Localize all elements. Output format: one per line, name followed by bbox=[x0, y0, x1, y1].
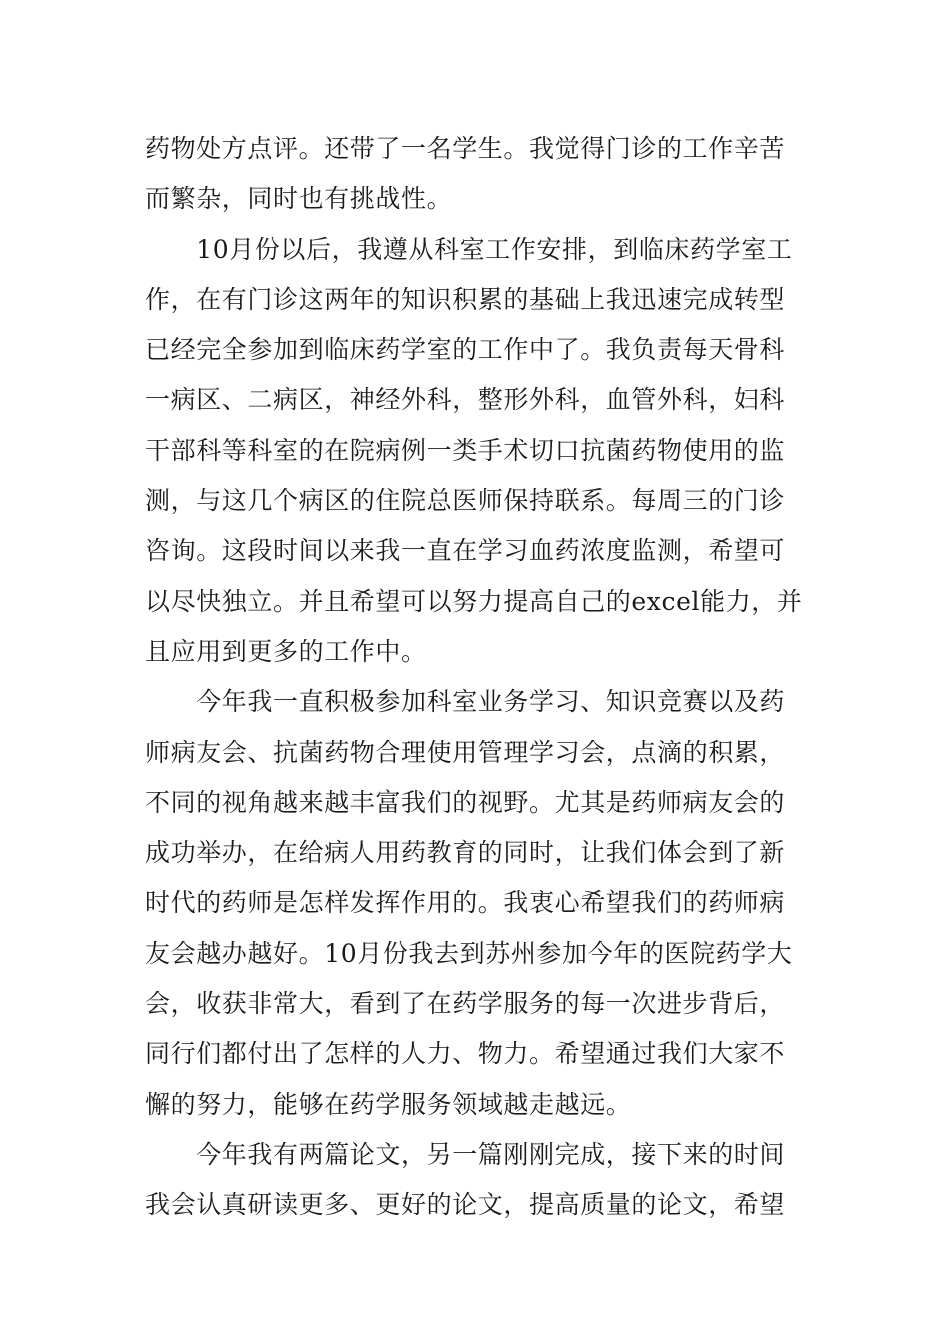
text-line: 我会认真研读更多、更好的论文，提高质量的论文，希望 bbox=[145, 1190, 786, 1220]
document-body bbox=[145, 124, 815, 1231]
text-line: 会，收获非常大，看到了在药学服务的每一次进步背后， bbox=[145, 989, 786, 1019]
text-line: 药物处方点评。还带了一名学生。我觉得门诊的工作辛苦 bbox=[145, 134, 786, 163]
text-line: 成功举办，在给病人用药教育的同时，让我们体会到了新 bbox=[145, 838, 786, 868]
text-line: 友会越办越好。10月份我去到苏州参加今年的医院药学大 bbox=[145, 938, 793, 968]
text-line: 咨询。这段时间以来我一直在学习血药浓度监测，希望可 bbox=[145, 536, 786, 566]
text-line: 今年我有两篇论文，另一篇刚刚完成，接下来的时间 bbox=[145, 1139, 786, 1169]
text-line: 时代的药师是怎样发挥作用的。我衷心希望我们的药师病 bbox=[145, 888, 786, 918]
text-line: 今年我一直积极参加科室业务学习、知识竞赛以及药 bbox=[145, 687, 786, 717]
text-line: 师病友会、抗菌药物合理使用管理学习会，点滴的积累， bbox=[145, 737, 786, 767]
text-line: 同行们都付出了怎样的人力、物力。希望通过我们大家不 bbox=[145, 1039, 786, 1069]
text-line: 不同的视角越来越丰富我们的视野。尤其是药师病友会的 bbox=[145, 787, 786, 817]
text-line: 干部科等科室的在院病例一类手术切口抗菌药物使用的监 bbox=[145, 435, 786, 465]
text-line: 作，在有门诊这两年的知识积累的基础上我迅速完成转型 bbox=[145, 284, 786, 314]
text-line: 测，与这几个病区的住院总医师保持联系。每周三的门诊 bbox=[145, 486, 786, 516]
text-line: 而繁杂，同时也有挑战性。 bbox=[145, 184, 453, 214]
text-line: 以尽快独立。并且希望可以努力提高自己的excel能力，并 bbox=[145, 586, 803, 616]
text-line: 懈的努力，能够在药学服务领域越走越远。 bbox=[145, 1089, 632, 1119]
text-line: 10月份以后，我遵从科室工作安排，到临床药学室工 bbox=[145, 234, 793, 264]
text-line: 已经完全参加到临床药学室的工作中了。我负责每天骨科 bbox=[145, 335, 786, 365]
text-line: 一病区、二病区，神经外科，整形外科，血管外科，妇科 bbox=[145, 385, 786, 415]
text-line: 且应用到更多的工作中。 bbox=[145, 636, 427, 666]
